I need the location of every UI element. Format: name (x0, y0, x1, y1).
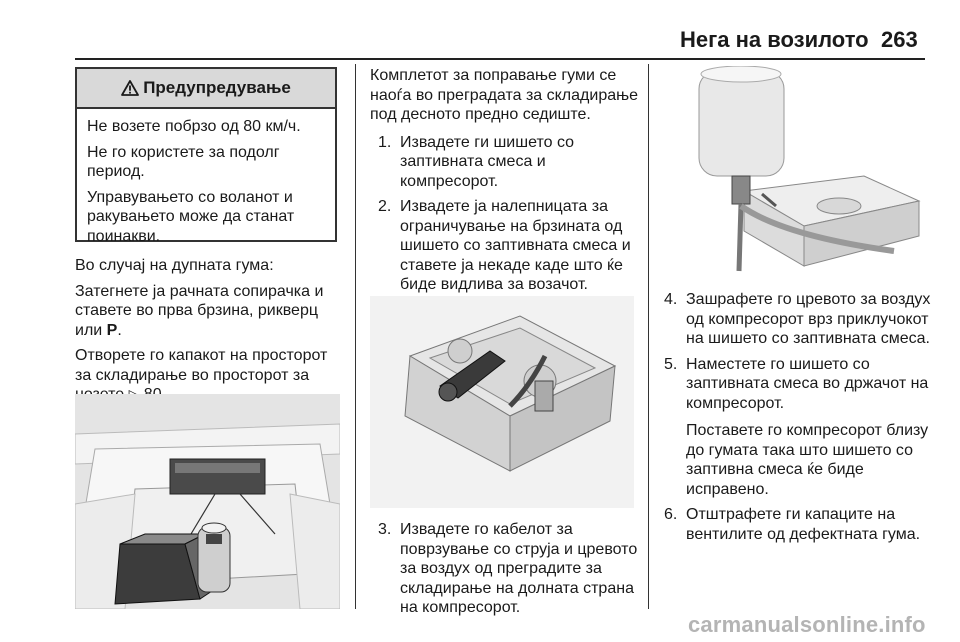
step-5-extra: Поставете го компресорот близу до гумата така што шишето со заптивна смеса ќе биде исправено. (686, 422, 929, 498)
list-item-step-2: 2. Извадете ја налепницата за ограничување на брзината од шишето со заптивната смеса и ставете ја некаде каде што ќе биде видлива за возачот. (378, 198, 631, 293)
middle-intro: Комплетот за поправање гуми се наоѓа во преградата за складирање под десното предно седиште. (370, 67, 639, 123)
column-divider-2 (648, 64, 649, 609)
sealant-bottle-drawing (664, 66, 926, 279)
warning-title: Предупредување (143, 78, 291, 97)
sealant-bottle-illustration (664, 66, 926, 279)
list-item-step-5: 5. Наместете го шишето со заптивната смеса во држачот на компресорот. Поставете го компресорот близу до гумата така што шишето со заптивна смеса ќе биде исправено. (664, 355, 934, 500)
list-item-step-4: 4. Зашрафете го цревото за воздух од компресорот врз приклучокот на шишето со заптивната смеса. (664, 291, 931, 347)
storage-compartment-drawing (75, 394, 340, 609)
list-item-step-1: 1. Извадете ги шишето со заптивната смеса и компресорот. (378, 133, 575, 190)
left-column (75, 256, 343, 411)
middle-column (370, 66, 640, 301)
left-paragraph-2: Затегнете ја рачната сопирачка и ставете во прва брзина, рикверц или P. (75, 282, 324, 339)
tire-repair-kit-illustration (370, 296, 634, 508)
warning-box (75, 67, 337, 245)
header-divider (75, 58, 925, 60)
list-item-step-6: 6. Отштрафете ги капаците на вентилите од дефектната гума. (664, 506, 921, 543)
list-item-step-3: 3. Извадете го кабелот за поврзување со струја и цревото за воздух од преградите за складирање на долната страна на компресорот. (378, 521, 638, 616)
page-number: 263 (881, 27, 918, 52)
middle-column-continued (370, 520, 640, 624)
watermark: carmanualsonline.info (688, 612, 926, 637)
warning-paragraph: Не го користете за подолг период. (87, 143, 280, 180)
left-paragraph-3: Отворете го капакот на просторот за складирање во просторот за (75, 346, 343, 405)
warning-paragraph: Управувањето со воланот и ракувањето може да станат поинакви. (87, 188, 295, 245)
warning-header (77, 69, 335, 109)
column-divider-1 (355, 64, 356, 609)
right-column (664, 290, 934, 550)
tire-repair-kit-drawing (370, 296, 634, 508)
warning-paragraph: Не возете побрзо од 80 км/ч. (87, 118, 301, 135)
storage-compartment-illustration (75, 394, 340, 609)
warning-triangle-icon (121, 80, 139, 96)
page-header-title: Нега на возилото (680, 27, 869, 52)
left-paragraph-1: Во случај на дупната гума: (75, 257, 274, 274)
